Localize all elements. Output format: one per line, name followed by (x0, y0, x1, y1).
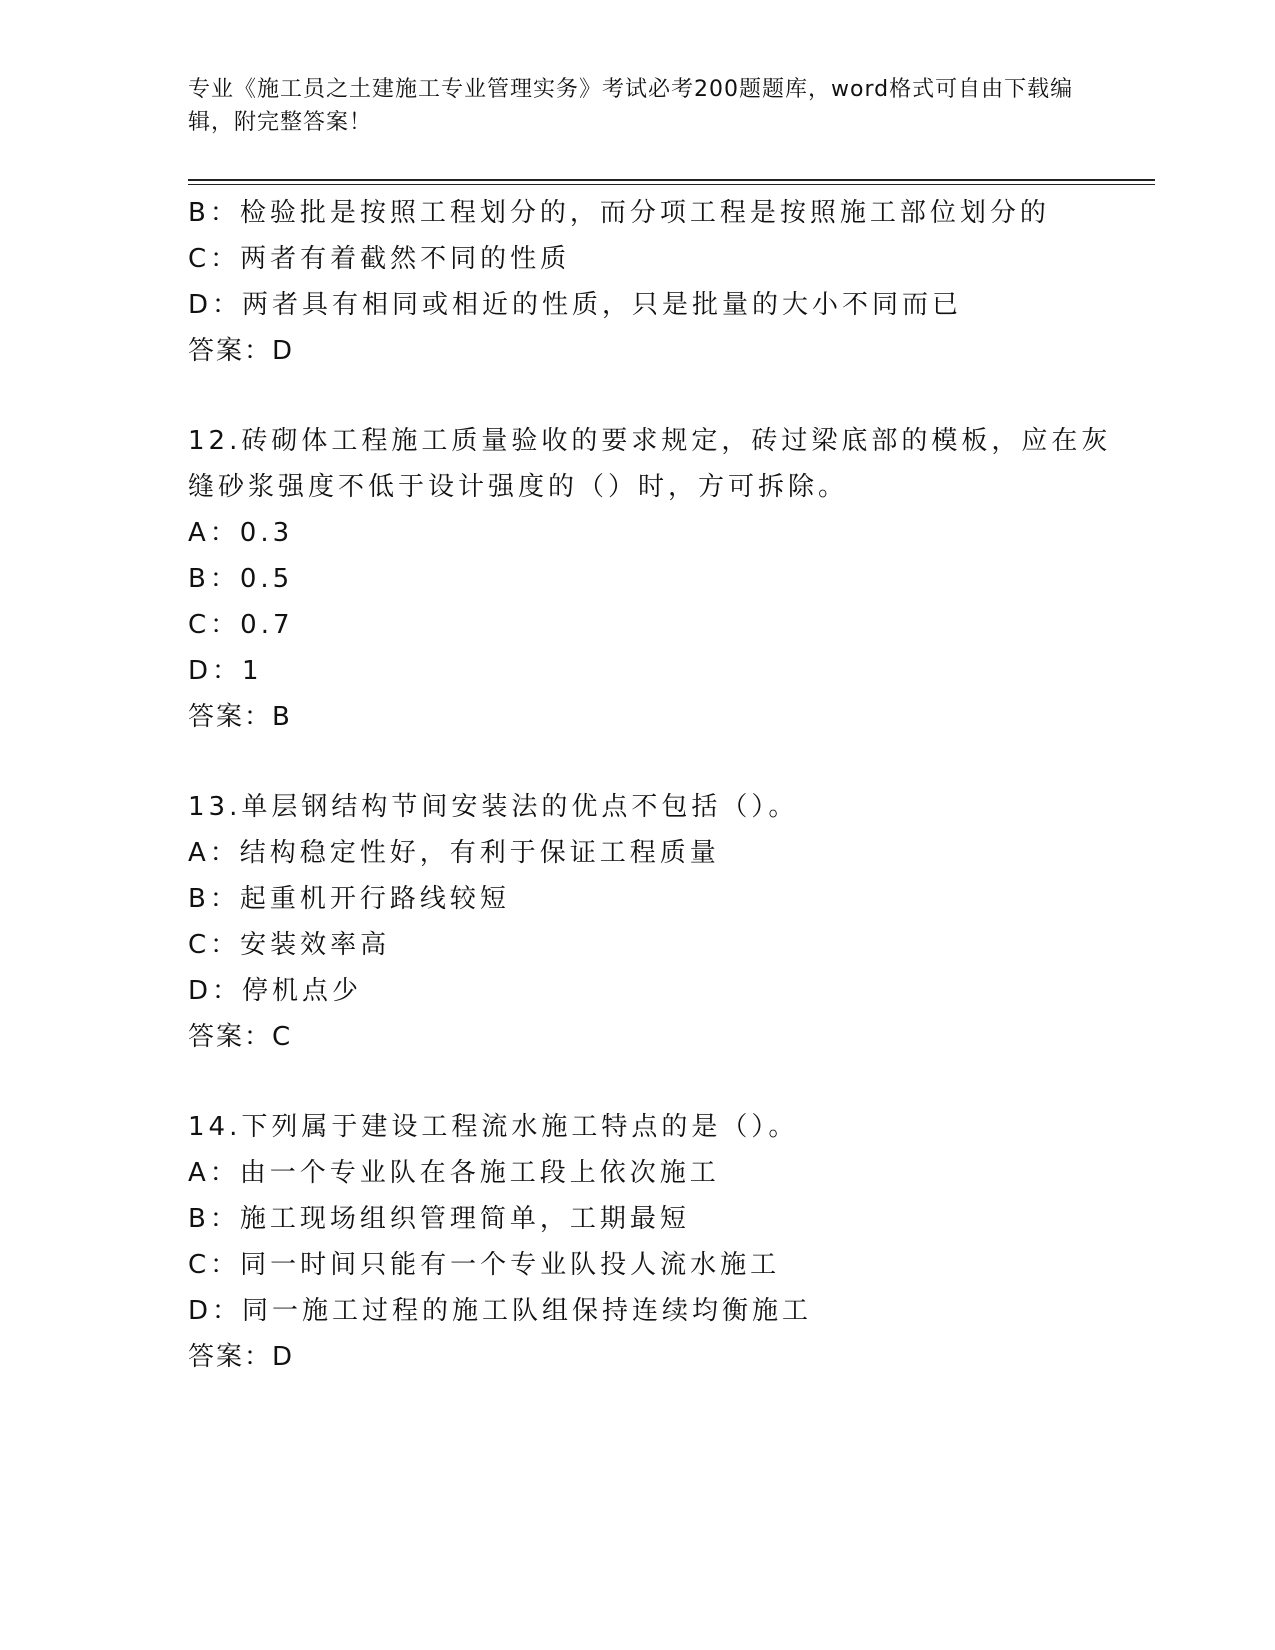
answer: 答案：D (188, 1342, 295, 1372)
option-d: D：两者具有相同或相近的性质，只是批量的大小不同而已 (188, 290, 963, 320)
option-c: C：0.7 (188, 610, 294, 640)
question-11-continued (188, 190, 1148, 374)
question-stem: 13.单层钢结构节间安装法的优点不包括（）。 (188, 792, 799, 822)
option-d: D：停机点少 (188, 976, 363, 1006)
option-c: C：同一时间只能有一个专业队投人流水施工 (188, 1250, 781, 1280)
option-d: D：同一施工过程的施工队组保持连续均衡施工 (188, 1296, 813, 1326)
question-14 (188, 1104, 1148, 1380)
option-a: A：结构稳定性好，有利于保证工程质量 (188, 838, 720, 868)
question-stem: 12.砖砌体工程施工质量验收的要求规定，砖过梁底部的模板，应在灰 (188, 426, 1112, 456)
option-a: A：由一个专业队在各施工段上依次施工 (188, 1158, 720, 1188)
option-b: B：0.5 (188, 564, 294, 594)
header-divider-thick (188, 179, 1155, 181)
document-header: 专业《施工员之土建施工专业管理实务》考试必考200题题库，word格式可自由下载编辑，附完整答案！ (188, 77, 1074, 135)
option-b: B：检验批是按照工程划分的，而分项工程是按照施工部位划分的 (188, 198, 1050, 228)
option-c: C：安装效率高 (188, 930, 391, 960)
question-13 (188, 784, 1148, 1060)
option-b: B：起重机开行路线较短 (188, 884, 510, 914)
option-d: D：1 (188, 656, 263, 686)
question-stem-continued: 缝砂浆强度不低于设计强度的（）时，方可拆除。 (188, 472, 849, 502)
answer: 答案：D (188, 336, 295, 366)
option-a: A：0.3 (188, 518, 294, 548)
question-12 (188, 418, 1148, 740)
header-divider-thin (188, 184, 1155, 185)
answer: 答案：B (188, 702, 292, 732)
question-content (188, 190, 1148, 1380)
answer: 答案：C (188, 1022, 293, 1052)
option-b: B：施工现场组织管理简单，工期最短 (188, 1204, 690, 1234)
question-stem: 14.下列属于建设工程流水施工特点的是（）。 (188, 1112, 799, 1142)
option-c: C：两者有着截然不同的性质 (188, 244, 571, 274)
